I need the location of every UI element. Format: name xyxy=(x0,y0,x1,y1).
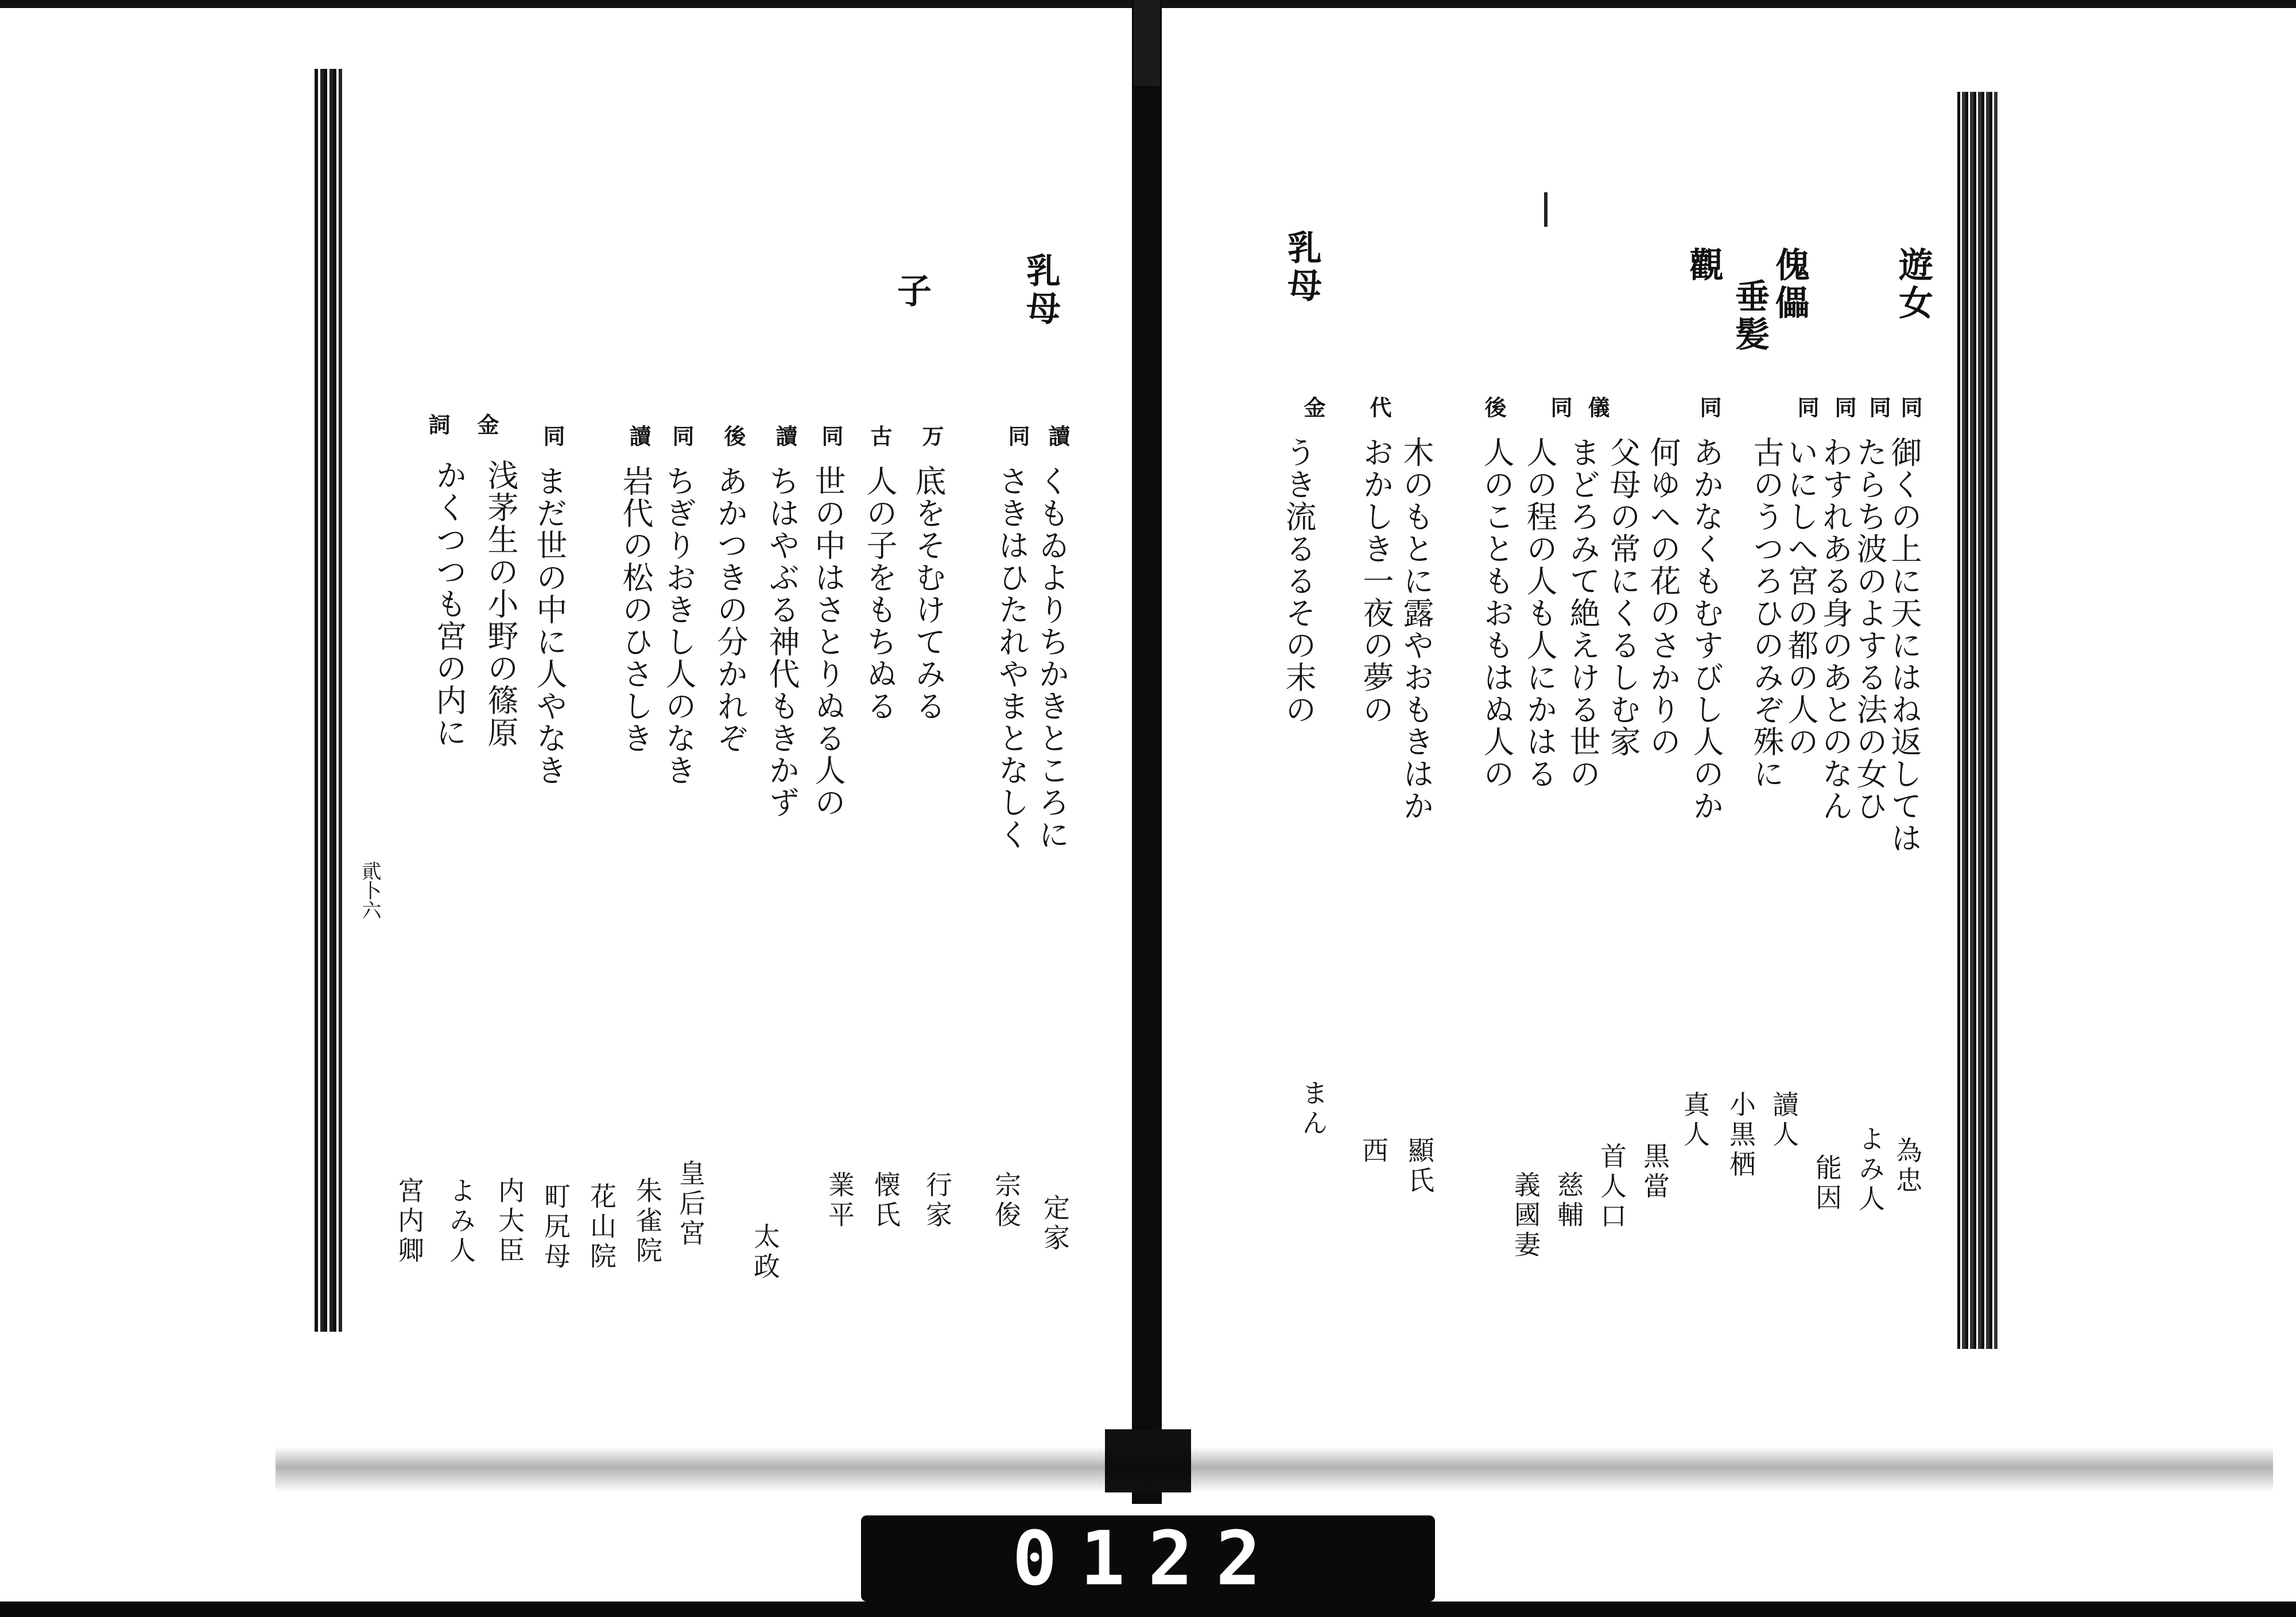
right-author-7: 黒當 xyxy=(1639,1142,1670,1202)
left-author-9: 花山院 xyxy=(586,1182,617,1272)
right-author-1: 為忠 xyxy=(1892,1137,1923,1196)
left-poem-label-8: 同 xyxy=(669,425,695,449)
left-poem-line-10: まだ世の中に人やなき xyxy=(532,465,568,786)
right-poem-label-9: 代 xyxy=(1366,396,1392,420)
left-author-10: 町尻母 xyxy=(540,1182,571,1272)
left-poem-label-2: 同 xyxy=(1004,425,1030,449)
bottom-shadow xyxy=(276,1447,2273,1492)
right-poem-line-7: 何ゆへの花のさかりの xyxy=(1645,436,1681,758)
left-poem-line-5: 世の中はさとりぬる人の xyxy=(810,465,846,819)
left-author-7: 皇后宮 xyxy=(675,1160,706,1249)
right-poem-label-8: 後 xyxy=(1481,396,1507,420)
left-poem-label-3: 万 xyxy=(918,425,944,449)
right-author-4: 讀人 xyxy=(1768,1091,1799,1150)
right-poem-label-4: 同 xyxy=(1794,396,1820,420)
left-poem-label-1: 讀 xyxy=(1045,425,1071,449)
left-poem-line-9: 岩代の松のひさしき xyxy=(618,465,654,754)
right-author-12: 西 xyxy=(1358,1137,1389,1166)
left-poem-label-4: 古 xyxy=(867,425,893,449)
left-author-2: 宗俊 xyxy=(991,1171,1022,1231)
right-poem-line-1: 御くの上に天にはね返しては xyxy=(1886,436,1922,854)
right-heading-3: 垂髪 xyxy=(1729,278,1770,354)
right-poem-line-11: 人のこともおもはぬ人の xyxy=(1479,436,1515,790)
left-poem-line-6: ちはやぶる神代もきかず xyxy=(764,465,800,819)
left-author-13: 宮内卿 xyxy=(394,1177,425,1266)
right-heading-2: 傀儡 xyxy=(1770,247,1810,323)
left-heading-2: 子 xyxy=(891,273,932,311)
right-heading-1: 遊女 xyxy=(1893,247,1933,323)
left-poem-label-7: 後 xyxy=(720,425,746,449)
left-author-5: 業平 xyxy=(824,1171,855,1231)
left-poem-line-7: あかつきの分かれぞ xyxy=(712,465,748,754)
right-author-5: 小黒栖 xyxy=(1725,1091,1756,1180)
right-author-11: 顯氏 xyxy=(1404,1137,1435,1196)
left-poem-line-1: くもゐよりちかきところに xyxy=(1034,465,1070,851)
book-spine xyxy=(1132,0,1162,1504)
right-poem-label-2: 同 xyxy=(1865,396,1891,420)
right-poem-line-14: うき流るるその末の xyxy=(1281,436,1317,726)
right-poem-line-2: たらち波のよする法の女ひ xyxy=(1852,436,1888,822)
left-poem-label-12: 詞 xyxy=(425,413,451,437)
right-poem-label-7: 同 xyxy=(1547,396,1573,420)
right-poem-line-5: 古のうつろひのみぞ殊に xyxy=(1748,436,1785,790)
ink-mark xyxy=(1544,192,1548,227)
left-author-8: 朱雀院 xyxy=(632,1177,663,1266)
right-poem-label-1: 同 xyxy=(1897,396,1923,420)
left-poem-label-9: 讀 xyxy=(626,425,651,449)
right-author-9: 慈輔 xyxy=(1553,1171,1584,1231)
right-poem-line-9: まどろみて絶えける世の xyxy=(1565,436,1601,790)
left-heading-1: 乳母 xyxy=(1021,253,1061,328)
left-author-3: 行家 xyxy=(922,1171,953,1231)
left-author-12: よみ人 xyxy=(445,1177,476,1266)
right-poem-label-10: 金 xyxy=(1300,396,1326,420)
left-poem-label-5: 同 xyxy=(818,425,844,449)
right-poem-line-6: あかなくもむすびし人のか xyxy=(1688,436,1724,822)
right-poem-line-13: おかしき一夜の夢の xyxy=(1358,436,1394,726)
left-author-4: 懐氏 xyxy=(870,1171,901,1231)
left-poem-label-11: 金 xyxy=(474,413,499,437)
right-poem-label-6: 儀 xyxy=(1584,396,1610,420)
left-poem-label-10: 同 xyxy=(540,425,565,449)
left-author-6: 太政 xyxy=(750,1223,781,1282)
left-poem-line-11: 浅茅生の小野の篠原 xyxy=(483,459,519,749)
left-poem-line-3: 底をそむけてみる xyxy=(910,465,947,722)
frame-number-label xyxy=(861,1515,1435,1602)
right-author-2: よみ人 xyxy=(1855,1125,1886,1215)
right-poem-label-5: 同 xyxy=(1696,396,1722,420)
bottom-frame-edge xyxy=(0,1602,2296,1617)
right-poem-line-3: わすれある身のあとのなん xyxy=(1817,436,1853,822)
right-author-3: 能因 xyxy=(1812,1154,1843,1213)
left-poem-line-4: 人の子をもちぬる xyxy=(862,465,898,722)
right-poem-line-8: 父母の常にくるしむ家 xyxy=(1605,436,1641,758)
left-author-11: 内大臣 xyxy=(494,1177,525,1266)
right-heading-5: 乳母 xyxy=(1282,230,1322,305)
right-author-13: まん xyxy=(1298,1079,1329,1139)
left-author-1: 定家 xyxy=(1040,1194,1071,1254)
left-page-mark: 貮卜六 xyxy=(358,861,381,920)
left-poem-line-2: さきはひたれやまとなしく xyxy=(994,465,1030,851)
left-poem-line-8: ちぎりおきし人のなき xyxy=(661,465,697,786)
right-author-10: 義國妻 xyxy=(1510,1171,1541,1261)
right-poem-line-10: 人の程の人も人にかはる xyxy=(1522,436,1558,790)
right-poem-line-4: いにしへ宮の都の人の xyxy=(1783,436,1819,758)
frame-number: 0122 xyxy=(1012,1515,1284,1602)
right-poem-line-12: 木のもとに露やおもきはか xyxy=(1398,436,1434,822)
spine-top-clip xyxy=(1134,0,1160,86)
left-poem-label-6: 讀 xyxy=(772,425,798,449)
right-author-6: 真人 xyxy=(1680,1091,1711,1150)
right-book-edge xyxy=(1957,92,1998,1349)
left-book-edge xyxy=(315,69,342,1332)
left-poem-line-12: かくつつも宮の内に xyxy=(431,459,467,749)
right-author-8: 首人口 xyxy=(1596,1142,1627,1232)
right-poem-label-3: 同 xyxy=(1831,396,1857,420)
right-heading-4: 觀 xyxy=(1684,247,1724,285)
